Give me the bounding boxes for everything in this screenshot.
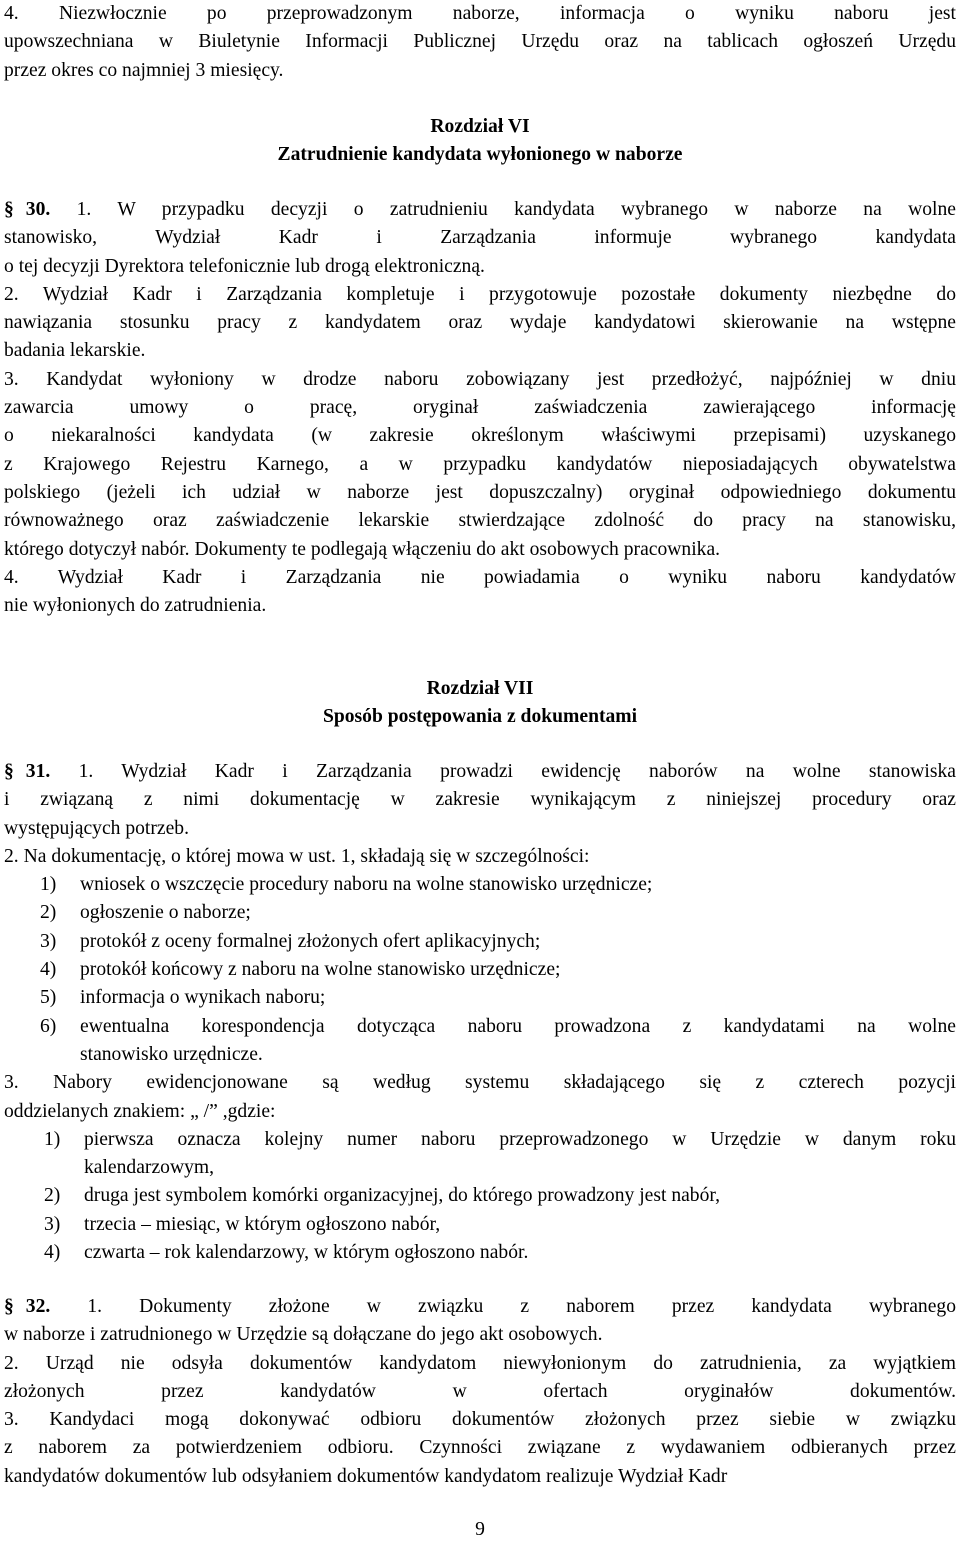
chapter-subtitle: Sposób postępowania z dokumentami: [322, 706, 638, 728]
list-text: ogłoszenie o naborze;: [80, 902, 251, 924]
paragraph-4: [4, 0, 956, 85]
section-number: 31.: [25, 761, 51, 782]
text-line: 3. Kandydat wyłoniony w drodze naboru zobowiązany jest przedłożyć, najpóźniej w dniu: [4, 368, 956, 390]
text-line: z Krajowego Rejestru Karnego, a w przypadku kandydatów nieposiadających obywatelstwa: [4, 453, 956, 475]
list-text: [84, 1126, 956, 1183]
section-32: [4, 1293, 956, 1491]
list-item: [4, 928, 956, 956]
list-text: czwarta – rok kalendarzowy, w którym ogłoszono nabór.: [84, 1242, 529, 1264]
text-line: w naborze i zatrudnionego w Urzędzie są dołączane do jego akt osobowych.: [4, 1324, 603, 1346]
text-line: równoważnego oraz zaświadczenie lekarskie stwierdzające zdolność do pracy na stanowisku,: [4, 510, 956, 532]
text-line: 4. Niezwłocznie po przeprowadzonym naborze, informacja o wyniku naboru jest: [4, 3, 956, 24]
text-line: 2. Urząd nie odsyła dokumentów kandydatom niewyłonionym do zatrudnienia, za wyjątkiem: [4, 1352, 956, 1374]
list-number: 3): [40, 930, 57, 952]
text-line: [4, 196, 956, 224]
text-line: oddzielanych znakiem: „ /” ,gdzie:: [4, 1100, 276, 1122]
list-item: [4, 1126, 956, 1183]
list-text: wniosek o wszczęcie procedury naboru na wolne stanowisko urzędnicze;: [80, 874, 653, 896]
text-line: badania lekarskie.: [4, 340, 146, 362]
section-30: [4, 196, 956, 620]
text-line: 2. Na dokumentację, o której mowa w ust. 1, składają się w szczególności:: [4, 845, 590, 867]
section-31: [4, 758, 956, 1267]
section-sign: §: [4, 1296, 14, 1317]
text-line: o niekaralności kandydata (w zakresie określonym właściwymi przepisami) uzyskanego: [4, 425, 956, 447]
list-number: 2): [40, 902, 57, 924]
text-line: i związaną z nimi dokumentację w zakresie wynikającym z niniejszej procedury oraz: [4, 789, 956, 811]
chapter-7-heading: [4, 675, 956, 732]
list-text: trzecia – miesiąc, w którym ogłoszono nabór,: [84, 1213, 441, 1235]
section-number: 30.: [25, 199, 51, 220]
list-number: 3): [44, 1213, 61, 1235]
text-line-content: 1. W przypadku decyzji o zatrudnieniu kandydata wybranego w naborze na wolne: [50, 199, 956, 220]
list-text-line: stanowisko urzędnicze.: [80, 1043, 263, 1065]
text-line: upowszechniana w Biuletynie Informacji Publicznej Urzędu oraz na tablicach ogłoszeń Urzędu: [4, 31, 956, 53]
text-line: stanowisko, Wydział Kadr i Zarządzania informuje wybranego kandydata: [4, 227, 956, 249]
text-line-content: 1. Wydział Kadr i Zarządzania prowadzi ewidencję naborów na wolne stanowiska: [50, 761, 956, 782]
text-line: z naborem za potwierdzeniem odbioru. Czynności związane z wydawaniem odbieranych przez: [4, 1437, 956, 1459]
text-line: nie wyłonionych do zatrudnienia.: [4, 595, 267, 617]
text-line: 3. Nabory ewidencjonowane są według systemu składającego się z czterech pozycji: [4, 1072, 956, 1094]
text-line: 4. Wydział Kadr i Zarządzania nie powiadamia o wyniku naboru kandydatów: [4, 566, 956, 588]
list-item: [4, 899, 956, 927]
list-text-line: kalendarzowym,: [84, 1157, 215, 1179]
list-item: [4, 984, 956, 1012]
text-line: [4, 1293, 956, 1321]
text-line: złożonych przez kandydatów w ofertach oryginałów dokumentów.: [4, 1380, 956, 1402]
text-line: 3. Kandydaci mogą dokonywać odbioru dokumentów złożonych przez siebie w związku: [4, 1409, 956, 1431]
list-number: 1): [44, 1128, 61, 1150]
list-item: [4, 1182, 956, 1210]
list-number: 2): [44, 1185, 61, 1207]
list-number: 4): [44, 1242, 61, 1264]
text-line: polskiego (jeżeli ich udział w naborze jest dopuszczalny) oryginał odpowiedniego dokumentu: [4, 481, 956, 503]
list-text: informacja o wynikach naboru;: [80, 987, 326, 1009]
list-text-line: pierwsza oznacza kolejny numer naboru przeprowadzonego w Urzędzie w danym roku: [84, 1128, 956, 1150]
list-text: protokół końcowy z naboru na wolne stanowisko urzędnicze;: [80, 959, 561, 981]
chapter-title: Rozdział VI: [430, 116, 530, 137]
list-text: protokół z oceny formalnej złożonych ofert aplikacyjnych;: [80, 930, 541, 952]
list-item: [4, 1211, 956, 1239]
list-text: druga jest symbolem komórki organizacyjnej, do którego prowadzony jest nabór,: [84, 1185, 721, 1207]
section-sign: §: [4, 199, 14, 220]
text-line: kandydatów dokumentów lub odsyłaniem dokumentów kandydatom realizuje Wydział Kadr: [4, 1465, 728, 1487]
list-item: [4, 1239, 956, 1267]
chapter-subtitle: Zatrudnienie kandydata wyłonionego w naborze: [277, 144, 683, 166]
text-line: występujących potrzeb.: [4, 817, 189, 839]
text-line: [4, 758, 956, 786]
list-number: 1): [40, 874, 57, 896]
text-line: zawarcia umowy o pracę, oryginał zaświadczenia zawierającego informację: [4, 397, 956, 419]
page-number: 9: [475, 1519, 485, 1540]
text-line: o tej decyzji Dyrektora telefonicznie lub drogą elektroniczną.: [4, 255, 485, 277]
list-text-line: ewentualna korespondencja dotycząca naboru prowadzona z kandydatami na wolne: [80, 1015, 956, 1037]
section-sign: §: [4, 761, 14, 782]
list-number: 4): [40, 959, 57, 981]
list-text: [80, 1013, 956, 1070]
list-number: 5): [40, 987, 57, 1009]
section-number: 32.: [25, 1296, 51, 1317]
text-line: przez okres co najmniej 3 miesięcy.: [4, 59, 284, 81]
text-line-content: 1. Dokumenty złożone w związku z naborem przez kandydata wybranego: [50, 1296, 956, 1317]
list-item: [4, 871, 956, 899]
text-line: którego dotyczył nabór. Dokumenty te podlegają włączeniu do akt osobowych pracownika.: [4, 538, 721, 560]
text-line: 2. Wydział Kadr i Zarządzania kompletuje i przygotowuje pozostałe dokumenty niezbędne do: [4, 283, 956, 305]
list-item: [4, 1013, 956, 1070]
chapter-title: Rozdział VII: [426, 678, 534, 699]
chapter-6-heading: [4, 113, 956, 170]
list-number: 6): [40, 1015, 57, 1037]
list-item: [4, 956, 956, 984]
text-line: nawiązania stosunku pracy z kandydatem oraz wydaje kandydatowi skierowanie na wstępne: [4, 312, 956, 334]
